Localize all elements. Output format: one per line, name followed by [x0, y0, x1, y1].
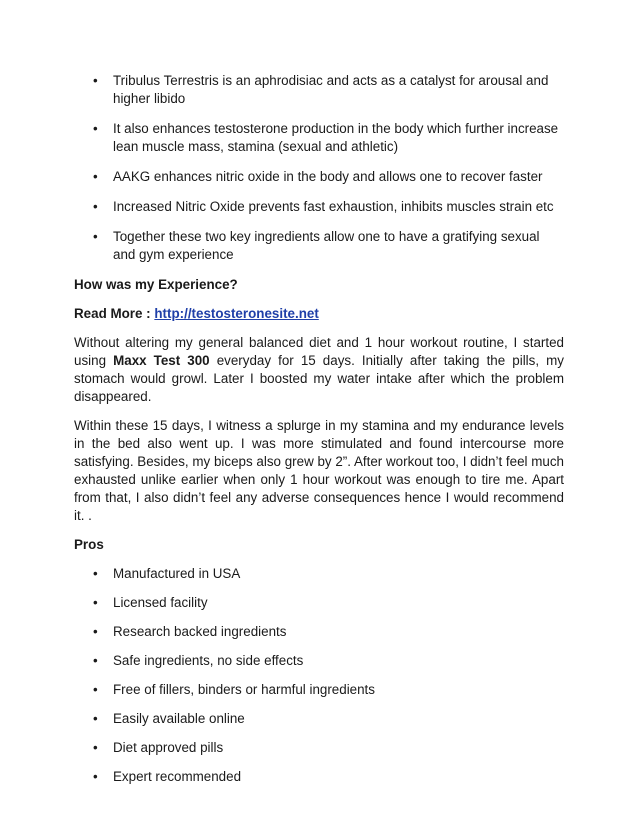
bullet-icon: • [93, 566, 98, 581]
list-item-text: AAKG enhances nitric oxide in the body and allows one to recover faster [113, 169, 543, 184]
list-item [74, 681, 564, 699]
list-item [74, 565, 564, 583]
read-more-link[interactable]: http://testosteronesite.net [154, 306, 319, 321]
list-item-text: Easily available online [113, 711, 245, 726]
list-item [74, 768, 564, 786]
list-item-text: Together these two key ingredients allow one to have a gratifying sexual and gym experience [113, 229, 540, 262]
bullet-icon: • [93, 769, 98, 784]
bullet-icon: • [93, 624, 98, 639]
pros-heading: Pros [74, 537, 104, 552]
bullet-icon: • [93, 653, 98, 668]
paragraph-text: everyday for 15 days. Initially after taking the pills, my stomach would growl. Later I boosted my water intake after which the problem disappeared. [74, 353, 564, 404]
bullet-icon: • [93, 595, 98, 610]
list-item [74, 594, 564, 612]
list-item-text: Manufactured in USA [113, 566, 241, 581]
list-item [74, 652, 564, 670]
list-item [74, 739, 564, 757]
list-item [74, 623, 564, 641]
pros-list [74, 565, 564, 786]
bullet-icon: • [93, 73, 98, 88]
list-item-text: Diet approved pills [113, 740, 224, 755]
experience-paragraph-1 [74, 334, 564, 406]
experience-paragraph-2: Within these 15 days, I witness a splurge in my stamina and my endurance levels in the bed also went up. I was more stimulated and found intercourse more satisfying. Besides, my biceps also grew by 2”. After workout too, I didn’t feel much exhausted unlike earlier when only 1 hour workout was enough to tire me. Apart from that, I also didn’t feel any adverse consequences hence I would recommend it. . [74, 418, 564, 523]
list-item-text: It also enhances testosterone production in the body which further increase lean muscle mass, stamina (sexual and athletic) [113, 121, 559, 154]
list-item-text: Expert recommended [113, 769, 242, 784]
list-item-text: Research backed ingredients [113, 624, 287, 639]
ingredient-benefits-list [74, 72, 564, 264]
bullet-icon: • [93, 229, 98, 244]
bullet-icon: • [93, 682, 98, 697]
list-item [74, 72, 564, 108]
paragraph-text: Without altering my general balanced diet and 1 hour workout routine, I started using [74, 335, 564, 368]
list-item-text: Free of fillers, binders or harmful ingredients [113, 682, 375, 697]
read-more-label: Read More : [74, 306, 155, 321]
bullet-icon: • [93, 199, 98, 214]
list-item [74, 120, 564, 156]
bullet-icon: • [93, 121, 98, 136]
list-item-text: Safe ingredients, no side effects [113, 653, 304, 668]
list-item [74, 710, 564, 728]
read-more-line [74, 305, 564, 323]
list-item-text: Tribulus Terrestris is an aphrodisiac and acts as a catalyst for arousal and higher libido [113, 73, 549, 106]
list-item-text: Licensed facility [113, 595, 208, 610]
bullet-icon: • [93, 740, 98, 755]
list-item [74, 198, 564, 216]
list-item [74, 228, 564, 264]
product-name: Maxx Test 300 [113, 353, 210, 368]
bullet-icon: • [93, 711, 98, 726]
list-item-text: Increased Nitric Oxide prevents fast exhaustion, inhibits muscles strain etc [113, 199, 554, 214]
list-item [74, 168, 564, 186]
experience-heading: How was my Experience? [74, 277, 238, 292]
bullet-icon: • [93, 169, 98, 184]
